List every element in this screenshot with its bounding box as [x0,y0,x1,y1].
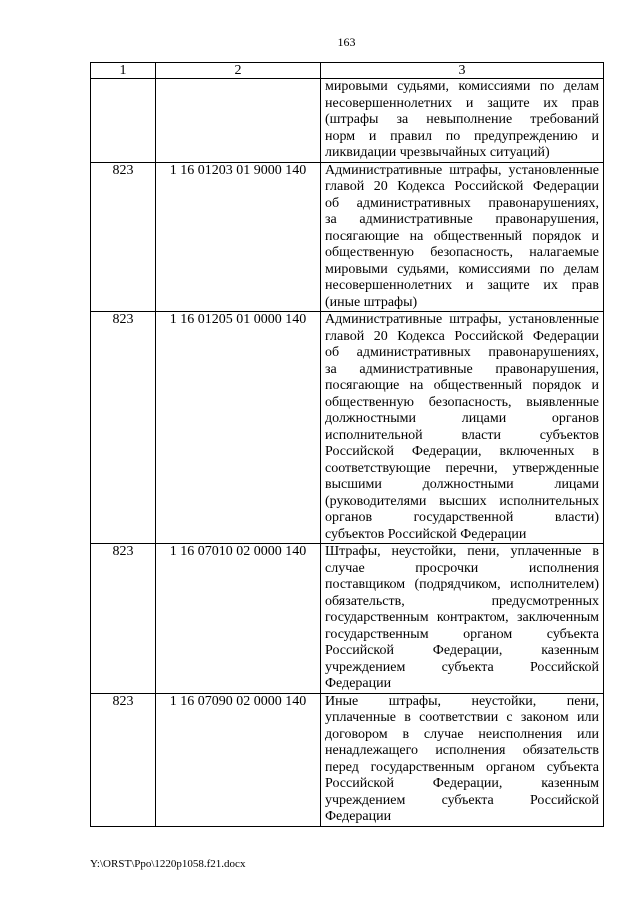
description-line: государственным контрактом, заключенным [325,610,599,625]
description-line: мировыми судьями, комиссиями по делам [325,79,599,94]
description-line: посягающие на общественный порядок и [325,378,599,393]
description-line: субъектов Российской Федерации [325,526,527,542]
description-line: Штрафы, неустойки, пени, уплаченные в [325,544,599,559]
column-header-1: 1 [91,63,156,79]
kbk-code-cell: 1 16 01203 01 9000 140 [156,162,321,312]
description-line: за административные правонарушения, [325,212,599,227]
description-line: Российской Федерации, включенных в [325,444,599,459]
description-line: высшими должностными лицами [325,477,599,492]
table-row [91,693,604,826]
kbk-code-cell [156,79,321,163]
table-row [91,312,604,544]
admin-code-cell: 823 [91,162,156,312]
description-line: общественную безопасность, выявленные [325,394,599,410]
description-line: должностными лицами органов [325,411,599,426]
description-line: (штрафы за невыполнение требований [325,112,599,127]
description-line: Административные штрафы, установленные [325,162,599,178]
description-line: об административных правонарушениях, [325,195,599,211]
description-line: несовершеннолетних и защите их прав [325,278,599,293]
kbk-code-cell: 1 16 07090 02 0000 140 [156,693,321,826]
description-line: главой 20 Кодекса Российской Федерации [325,328,599,344]
table-row [91,79,604,163]
kbk-code-cell: 1 16 07010 02 0000 140 [156,544,321,694]
description-line: Административные штрафы, установленные [325,312,599,327]
description-cell [321,79,604,163]
description-cell [321,693,604,826]
description-line: Иные штрафы, неустойки, пени, [325,693,599,709]
description-line: ликвидации чрезвычайных ситуаций) [325,145,550,160]
description-line: мировыми судьями, комиссиями по делам [325,261,599,277]
description-line: соответствующие перечни, утвержденные [325,460,599,476]
description-line: Российской Федерации, казенным [325,643,599,658]
description-line: ненадлежащего исполнения обязательств [325,743,599,758]
description-line: главой 20 Кодекса Российской Федерации [325,179,599,194]
description-line: учреждением субъекта Российской [325,792,599,808]
page-number: 163 [337,35,356,49]
description-line: норм и правил по предупреждению и [325,128,599,144]
column-header-2: 2 [156,63,321,79]
admin-code-cell [91,79,156,163]
kbk-code-cell: 1 16 01205 01 0000 140 [156,312,321,544]
description-line: об административных правонарушениях, [325,345,599,360]
column-header-3: 3 [321,63,604,79]
admin-code-cell: 823 [91,544,156,694]
description-line: перед государственным органом субъекта [325,759,599,775]
description-cell [321,312,604,544]
description-line: Федерации [325,809,392,824]
description-line: посягающие на общественный порядок и [325,228,599,244]
description-line: органов государственной власти) [325,510,599,525]
description-cell [321,162,604,312]
description-line: (иные штрафы) [325,294,418,310]
description-cell [321,544,604,694]
description-line: случае просрочки исполнения [325,560,599,576]
budget-codes-table [90,62,604,827]
table-row [91,162,604,312]
description-line: Российской Федерации, казенным [325,776,599,791]
description-line: поставщиком (подрядчиком, исполнителем) [325,577,599,592]
description-line: за административные правонарушения, [325,361,599,377]
description-line: учреждением субъекта Российской [325,659,599,675]
admin-code-cell: 823 [91,693,156,826]
description-line: исполнительной власти субъектов [325,427,599,443]
admin-code-cell: 823 [91,312,156,544]
description-line: обязательств, предусмотренных [325,593,599,609]
description-line: договором в случае неисполнения или [325,726,599,742]
table-row [91,544,604,694]
description-line: несовершеннолетних и защите их прав [325,95,599,111]
description-line: (руководителями высших исполнительных [325,493,599,509]
description-line: государственным органом субъекта [325,626,599,642]
table-header-row [91,63,604,79]
description-line: Федерации [325,676,392,691]
description-line: общественную безопасность, налагаемые [325,245,599,260]
file-path-footer: Y:\ORST\Ppo\1220p1058.f21.docx [90,858,246,870]
description-line: уплаченные в соответствии с законом или [325,710,599,725]
